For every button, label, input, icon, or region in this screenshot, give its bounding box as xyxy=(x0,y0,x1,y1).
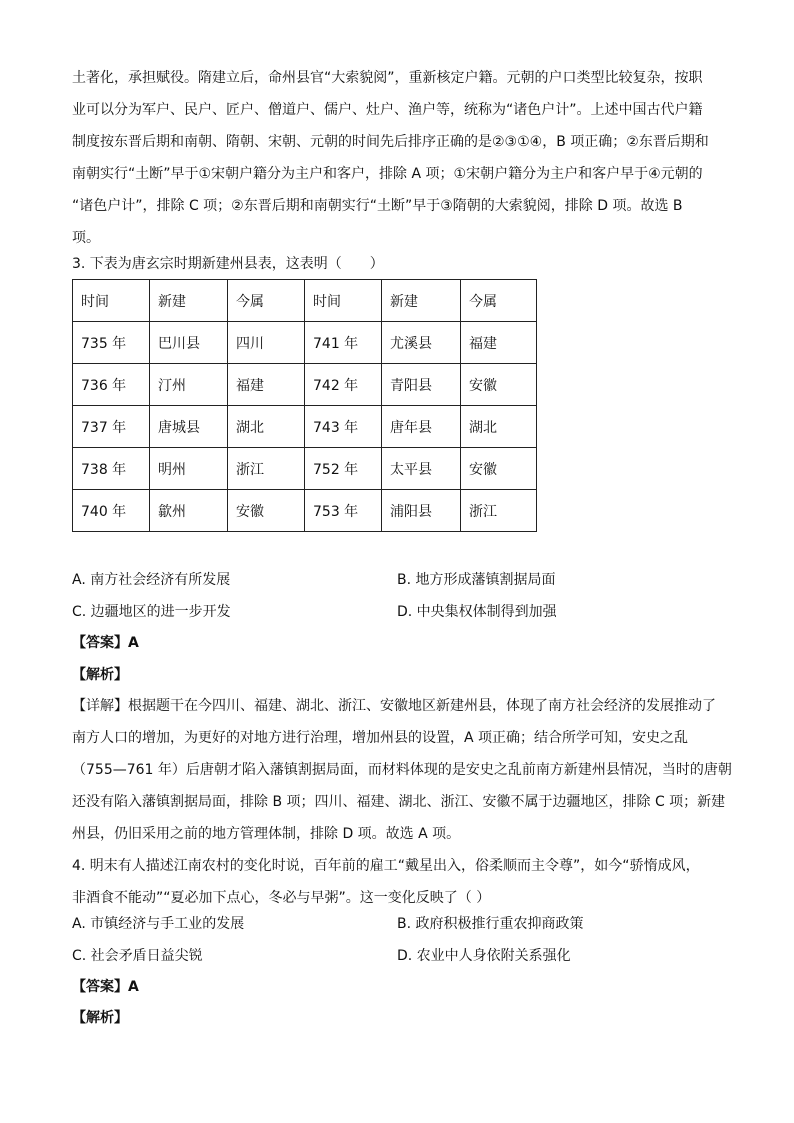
table-cell: 安徽 xyxy=(461,364,537,406)
text-line: （755—761 年）后唐朝才陷入藩镇割据局面，而材料体现的是安史之乱前南方新建州县情况，当时的唐朝 xyxy=(72,762,732,778)
table-cell: 福建 xyxy=(228,364,305,406)
table-cell: 753 年 xyxy=(305,490,382,532)
table-cell: 浙江 xyxy=(461,490,537,532)
question-3-answer: 【答案】A xyxy=(72,635,139,651)
question-3-option-d: D. 中央集权体制得到加强 xyxy=(397,604,557,620)
question-4-option-b: B. 政府积极推行重农抑商政策 xyxy=(397,916,584,932)
text-line: 4. 明末有人描述江南农村的变化时说，百年前的雇工“戴星出入，俗柔顺而主令尊”，如今“骄惰成风， xyxy=(72,858,700,874)
text-line: 非酒食不能动”“夏必加下点心，冬必与早粥”。这一变化反映了（ ） xyxy=(72,890,491,906)
table-cell: 安徽 xyxy=(228,490,305,532)
table-cell: 明州 xyxy=(150,448,228,490)
table-cell: 安徽 xyxy=(461,448,537,490)
table-cell: 736 年 xyxy=(73,364,150,406)
table-cell: 742 年 xyxy=(305,364,382,406)
question-3-stem: 3. 下表为唐玄宗时期新建州县表，这表明（ ） xyxy=(72,256,384,272)
table-header-cell: 新建 xyxy=(382,280,461,322)
table-row xyxy=(73,364,537,406)
question-3-detail xyxy=(72,690,732,850)
table-cell: 737 年 xyxy=(73,406,150,448)
text-line: 项。 xyxy=(72,230,100,246)
question-4-analysis-label: 【解析】 xyxy=(72,1010,128,1026)
question-3-option-c: C. 边疆地区的进一步开发 xyxy=(72,604,231,620)
table-cell: 741 年 xyxy=(305,322,382,364)
question-3-option-b: B. 地方形成藩镇割据局面 xyxy=(397,572,556,588)
table-cell: 浦阳县 xyxy=(382,490,461,532)
question-4-option-c: C. 社会矛盾日益尖锐 xyxy=(72,948,203,964)
question-3-option-a: A. 南方社会经济有所发展 xyxy=(72,572,231,588)
table-header-cell: 今属 xyxy=(461,280,537,322)
text-line: “诸色户计”，排除 C 项；②东晋后期和南朝实行“土断”早于③隋朝的大索貌阅，排除 D 项。故选 B xyxy=(72,198,683,214)
question-4-stem xyxy=(72,850,727,914)
table-row xyxy=(73,406,537,448)
question-4-option-d: D. 农业中人身依附关系强化 xyxy=(397,948,571,964)
table-row xyxy=(73,280,537,322)
table-header-cell: 时间 xyxy=(305,280,382,322)
text-line: 南朝实行“土断”早于①宋朝户籍分为主户和客户，排除 A 项；①宋朝户籍分为主户和客户早于④元朝的 xyxy=(72,166,703,182)
intro-paragraph xyxy=(72,62,727,254)
table-cell: 浙江 xyxy=(228,448,305,490)
text-line: 州县，仍旧采用之前的地方管理体制，排除 D 项。故选 A 项。 xyxy=(72,826,461,842)
table-header-cell: 新建 xyxy=(150,280,228,322)
question-4-answer: 【答案】A xyxy=(72,979,139,995)
table-cell: 743 年 xyxy=(305,406,382,448)
table-cell: 尤溪县 xyxy=(382,322,461,364)
table-header-cell: 今属 xyxy=(228,280,305,322)
text-line: 还没有陷入藩镇割据局面，排除 B 项；四川、福建、湖北、浙江、安徽不属于边疆地区，排除 C 项；新建 xyxy=(72,794,726,810)
table-cell: 唐城县 xyxy=(150,406,228,448)
table-cell: 青阳县 xyxy=(382,364,461,406)
table-header-cell: 时间 xyxy=(73,280,150,322)
table-cell: 四川 xyxy=(228,322,305,364)
table-cell: 太平县 xyxy=(382,448,461,490)
text-line: 南方人口的增加，为更好的对地方进行治理，增加州县的设置，A 项正确；结合所学可知，安史之乱 xyxy=(72,730,689,746)
table-row xyxy=(73,448,537,490)
text-line: 土著化，承担赋役。隋建立后，命州县官“大索貌阅”，重新核定户籍。元朝的户口类型比较复杂，按职 xyxy=(72,70,703,86)
text-line: 制度按东晋后期和南朝、隋朝、宋朝、元朝的时间先后排序正确的是②③①④，B 项正确；②东晋后期和 xyxy=(72,134,709,150)
table-cell: 湖北 xyxy=(228,406,305,448)
table-cell: 歙州 xyxy=(150,490,228,532)
question-4-option-a: A. 市镇经济与手工业的发展 xyxy=(72,916,245,932)
table-cell: 湖北 xyxy=(461,406,537,448)
table-row xyxy=(73,490,537,532)
table-cell: 唐年县 xyxy=(382,406,461,448)
table-cell: 巴川县 xyxy=(150,322,228,364)
table-cell: 738 年 xyxy=(73,448,150,490)
table-cell: 735 年 xyxy=(73,322,150,364)
text-line: 业可以分为军户、民户、匠户、僧道户、儒户、灶户、渔户等，统称为“诸色户计”。上述中国古代户籍 xyxy=(72,102,703,118)
table-cell: 752 年 xyxy=(305,448,382,490)
question-3-analysis-label: 【解析】 xyxy=(72,667,128,683)
table-cell: 福建 xyxy=(461,322,537,364)
text-line: 【详解】根据题干在今四川、福建、湖北、浙江、安徽地区新建州县，体现了南方社会经济的发展推动了 xyxy=(72,698,716,714)
table-cell: 汀州 xyxy=(150,364,228,406)
table-row xyxy=(73,322,537,364)
county-table xyxy=(72,279,537,532)
table-cell: 740 年 xyxy=(73,490,150,532)
